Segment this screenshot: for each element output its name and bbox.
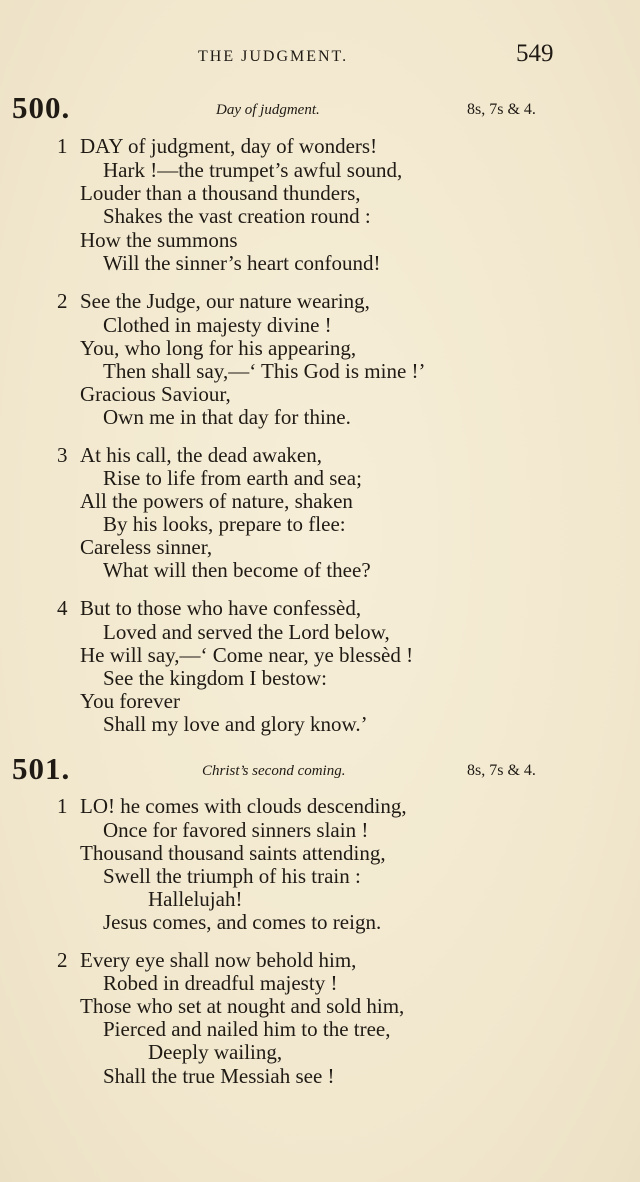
verse-line: Thousand thousand saints attending,: [80, 841, 386, 865]
verse-line: Those who set at nought and sold him,: [80, 994, 405, 1018]
verse-line: Rise to life from earth and sea;: [103, 466, 362, 490]
verse-line: But to those who have confessèd,: [80, 596, 362, 620]
verse-line: Shall my love and glory know.’: [103, 712, 368, 736]
verse-line: Pierced and nailed him to the tree,: [103, 1017, 391, 1041]
page-number: 549: [516, 40, 554, 67]
verse-line: Clothed in majesty divine !: [103, 313, 332, 337]
verse-number: 2: [57, 289, 68, 313]
hymn-number-501: 501.: [12, 751, 71, 786]
verse-line: He will say,—‘ Come near, ye blessèd !: [80, 643, 414, 667]
verse-line: Own me in that day for thine.: [103, 405, 351, 429]
verse-line: Shall the true Messiah see !: [103, 1064, 335, 1088]
verse-line: Every eye shall now behold him,: [80, 948, 357, 972]
verse-line: What will then become of thee?: [103, 558, 371, 582]
verse-line: Swell the triumph of his train :: [103, 864, 361, 888]
verse-line: Shakes the vast creation round :: [103, 204, 371, 228]
verse-line: LO! he comes with clouds descending,: [80, 794, 407, 818]
verse-line: Jesus comes, and comes to reign.: [103, 910, 382, 934]
hymn-title-500: Day of judgment.: [216, 102, 320, 118]
verse-line: Once for favored sinners slain !: [103, 818, 369, 842]
verse-line: At his call, the dead awaken,: [80, 443, 322, 467]
verse-line: All the powers of nature, shaken: [80, 489, 353, 513]
verse-line: You, who long for his appearing,: [80, 336, 357, 360]
verse-line: Gracious Saviour,: [80, 382, 231, 406]
hymn-number-500: 500.: [12, 90, 71, 125]
verse-line: Then shall say,—‘ This God is mine !’: [103, 359, 426, 383]
verse-number: 4: [57, 596, 68, 620]
verse-line: DAY of judgment, day of wonders!: [80, 134, 378, 158]
verse-line: See the Judge, our nature wearing,: [80, 289, 370, 313]
verse-line: Robed in dreadful majesty !: [103, 971, 338, 995]
hymn-meter-500: 8s, 7s & 4.: [467, 101, 536, 118]
verse-line: Deeply wailing,: [148, 1040, 283, 1064]
verse-line: How the summons: [80, 228, 238, 252]
running-head: THE JUDGMENT.: [198, 48, 349, 65]
verse-number: 1: [57, 134, 68, 158]
hymn-meter-501: 8s, 7s & 4.: [467, 762, 536, 779]
verse-line: By his looks, prepare to flee:: [103, 512, 346, 536]
verse-line: Will the sinner’s heart confound!: [103, 251, 381, 275]
verse-number: 2: [57, 948, 68, 972]
verse-number: 1: [57, 794, 68, 818]
verse-line: Hark !—the trumpet’s awful sound,: [103, 158, 403, 182]
verse-number: 3: [57, 443, 68, 467]
verse-line: Careless sinner,: [80, 535, 213, 559]
verse-line: Louder than a thousand thunders,: [80, 181, 361, 205]
verse-line: You forever: [80, 689, 180, 713]
hymn-title-501: Christ’s second coming.: [202, 763, 346, 779]
verse-line: Loved and served the Lord below,: [103, 620, 390, 644]
verse-line: See the kingdom I bestow:: [103, 666, 327, 690]
verse-line: Hallelujah!: [148, 887, 243, 911]
